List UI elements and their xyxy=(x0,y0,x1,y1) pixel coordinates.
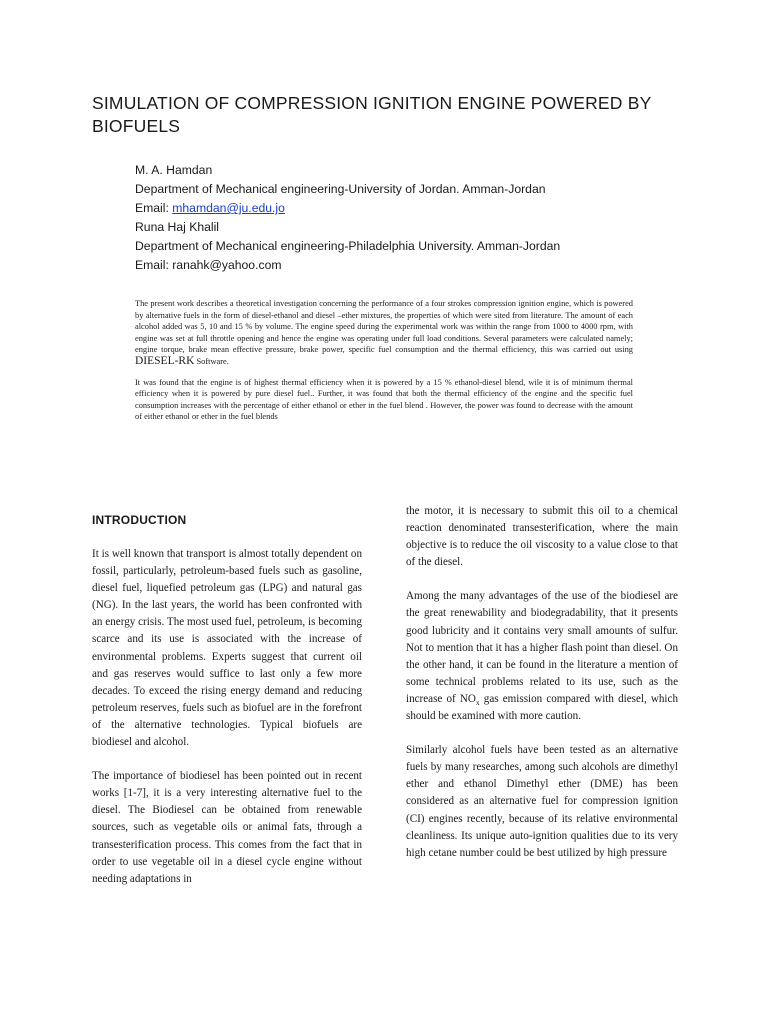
nox-subscript: x xyxy=(475,698,480,708)
intro-paragraph-1: It is well known that transport is almost totally dependent on fossil, particularly, petroleum-based fuels such as gasoline, diesel fuel, liquefied petroleum gas (LPG) and natural gas (NG). In the last years, the world has been confronted with an energy crisis. The most used fuel, petroleum, is becoming scarce and its use is associated with the increase of environmental problems. Experts suggest that current oil and gas reserves would suffice to last only a few more decades. To exceed the rising energy demand and reducing petroleum reserves, fuels such as biofuel are in the forefront of the alternative technologies. Typical biofuels are biodiesel and alcohol. xyxy=(92,548,362,749)
intro-paragraph-3: the motor, it is necessary to submit this oil to a chemical reaction denominated transesterification, where the main objective is to reduce the oil viscosity to a value close to that of the diesel. xyxy=(406,505,678,569)
author-1-affiliation: Department of Mechanical engineering-University of Jordan. Amman-Jordan xyxy=(135,182,546,196)
abstract-paragraph-1-end: Software. xyxy=(194,356,229,366)
author-1-email-label: Email: xyxy=(135,201,173,215)
right-column xyxy=(406,503,678,862)
paper-title: SIMULATION OF COMPRESSION IGNITION ENGINE POWERED BY BIOFUELS xyxy=(92,93,652,136)
author-1-email-line xyxy=(135,199,695,218)
intro-paragraph-4 xyxy=(406,588,678,725)
author-2-email-line: Email: ranahk@yahoo.com xyxy=(135,258,282,272)
intro-paragraph-2: The importance of biodiesel has been pointed out in recent works [1-7], it is a very interesting alternative fuel to the diesel. The Biodiesel can be obtained from renewable sources, such as vegetable oils or animal fats, through a transesterification process. This comes from the fact that in order to use vegetable oil in a diesel cycle engine without needing adaptations in xyxy=(92,770,362,885)
intro-paragraph-4-end: gas emission compared with diesel, which should be examined with more caution. xyxy=(406,692,678,723)
author-2-affiliation: Department of Mechanical engineering-Philadelphia University. Amman-Jordan xyxy=(135,239,561,253)
software-name: DIESEL-RK xyxy=(135,354,195,367)
author-block xyxy=(135,161,695,275)
intro-paragraph-4-start: Among the many advantages of the use of the biodiesel are the great renewability and biodegradability, that it presents good lubricity and it contains very small amounts of sulfur. Not to mention that it has a higher flash point than diesel. On the other hand, it can be found in the literature a mention of some technical problems related to its use, such as the increase of NO xyxy=(406,590,678,705)
author-1-email-link[interactable]: mhamdan@ju.edu.jo xyxy=(172,201,285,215)
left-column xyxy=(92,512,362,888)
introduction-heading: INTRODUCTION xyxy=(92,513,187,527)
abstract-paragraph-1 xyxy=(135,298,633,368)
author-2-name: Runa Haj Khalil xyxy=(135,220,220,234)
author-1-name: M. A. Hamdan xyxy=(135,163,213,177)
intro-paragraph-5: Similarly alcohol fuels have been tested as an alternative fuels by many researches, among such alcohols are dimethyl ether and ethanol Dimethyl ether (DME) has been considered as an alternative fuel for compression ignition (CI) engines recently, because of its relative environmental cleanliness. Its unique auto-ignition qualities due to its very high cetane number could be best utilized by high pressure xyxy=(406,744,678,859)
abstract-paragraph-2: It was found that the engine is of highest thermal efficiency when it is powered by a 15 % ethanol-diesel blend, wile it is of minimum thermal efficiency when it is powered by pure diesel fuel.. Further, it was found that both the thermal efficiency of the engine and the specific fuel consumption increases with the percentage of either ethanol or ether in the fuel blend . However, the power was found to decrease with the amount of either ethanol or ether in the fuel blends xyxy=(135,377,633,422)
abstract-paragraph-1-text: The present work describes a theoretical investigation concerning the performance of a four strokes compression ignition engine, which is powered by alternative fuels in the form of diesel-ethanol and diesel –ether mixtures, the properties of which were sited from literature. The amount of each alcohol added was 5, 10 and 15 % by volume. The engine speed during the experimental work was within the range from 1000 to 4000 rpm, with engine was set at full throttle opening and hence the engine was operating under full load conditions. Several parameters were calculated namely; engine torque, brake mean effective pressure, brake power, specific fuel consumption and the thermal efficiency, this was carried out using xyxy=(135,299,633,355)
abstract xyxy=(135,298,633,423)
